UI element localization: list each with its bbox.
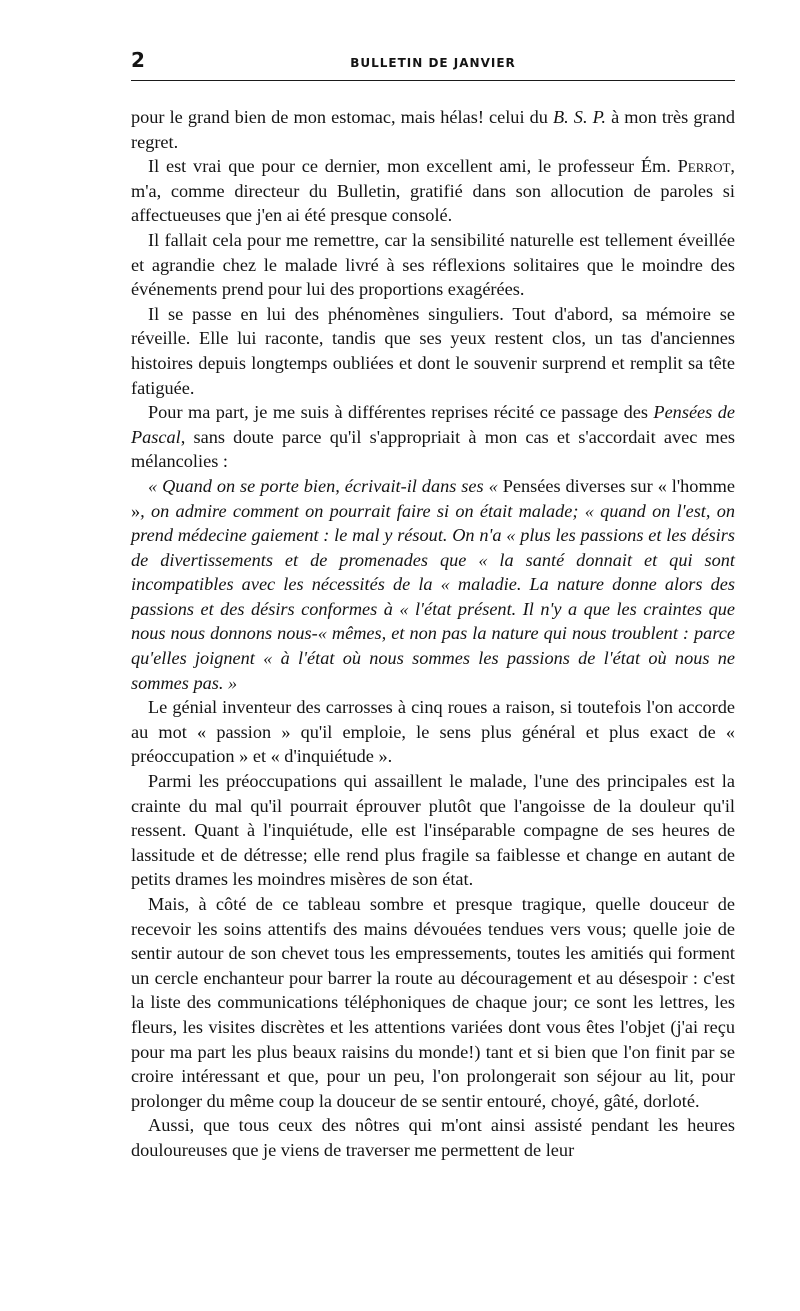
quotation-rest: , on admire comment on pourrait faire si on était malade; « quand on l'est, on prend médecine gaiement : le mal y résout. On n'a « plus les passions et les désirs de divertissements et de promenades que « la santé donnait et qui sont incompatibles avec les nécessités de la « maladie. La nature donne alors des passions et des désirs conformes à « l'état présent. Il n'y a que les craintes que nous nous donnons nous-« mêmes, et non pas la nature qui nous troublent : parce qu'elles joignent « à l'état où nous sommes les passions de l'état où nous ne sommes pas. » — [131, 500, 735, 693]
pensees-title: Pensées de Pascal — [131, 402, 735, 447]
page-number: 2 — [131, 48, 145, 72]
quotation-roman-part: Pensées diverses sur « l'homme » — [131, 475, 735, 521]
page-body — [131, 105, 735, 1163]
paragraph-2 — [131, 154, 735, 228]
paragraph-1 — [131, 105, 735, 154]
paragraph-6: Le génial inventeur des carrosses à cinq roues a raison, si toutefois l'on accorde au mot « passion » qu'il emploie, le sens plus général et plus exact de « préoccupation » et « d'inquiétude ». — [131, 697, 735, 767]
document-page — [131, 46, 735, 1163]
bsp-abbreviation: B. S. P. — [552, 107, 606, 127]
paragraph-3: Il fallait cela pour me remettre, car la sensibilité naturelle est tellement éveillée et agrandie chez le malade livré à ses réflexions solitaires que le moindre des événements prend pour lui des proportions exagérées. — [131, 229, 735, 300]
pascal-quotation — [131, 474, 735, 695]
paragraph-7: Parmi les préoccupations qui assaillent le malade, l'une des principales est la crainte du mal qu'il pourrait éprouver plutôt que l'angoisse de la douleur qu'il ressent. Quant à l'inquiétude, elle est l'inséparable compagne de ses heures de lassitude et de détresse; elle rend plus fragile sa faiblesse et change en autant de petits drames les moindres misères de son état. — [131, 771, 735, 890]
paragraph-1-end: à mon très grand regret. — [131, 107, 735, 152]
paragraph-5-end: , sans doute parce qu'il s'appropriait à mon cas et s'accordait avec mes mélancolies : — [131, 426, 735, 472]
paragraph-9: Aussi, que tous ceux des nôtres qui m'ont ainsi assisté pendant les heures douloureuses que je viens de traverser me permettent de leur — [131, 1115, 735, 1160]
paragraph-5-start: Pour ma part, je me suis à différentes reprises récité ce passage des — [148, 402, 654, 423]
perrot-name: Perrot — [677, 156, 731, 177]
paragraph-2-start: Il est vrai que pour ce dernier, mon excellent ami, le professeur Ém. — [148, 156, 678, 177]
paragraph-2-end: , m'a, comme directeur du Bulletin, gratifié dans son allocution de paroles si affectueuses que j'en ai été presque consolé. — [131, 156, 735, 226]
running-title: BULLETIN DE JANVIER — [350, 56, 516, 70]
paragraph-5 — [131, 400, 735, 474]
paragraph-1-text: pour le grand bien de mon estomac, mais hélas! celui du — [131, 107, 553, 127]
quotation-start: « Quand on se porte bien, écrivait-il dans ses « — [148, 475, 503, 496]
page-header — [131, 46, 735, 81]
paragraph-4: Il se passe en lui des phénomènes singuliers. Tout d'abord, sa mémoire se réveille. Elle lui raconte, tandis que ses yeux restent clos, un tas d'anciennes histoires depuis longtemps oubliées et dont le souvenir surprend et remplit sa tête fatiguée. — [131, 303, 735, 398]
paragraph-8: Mais, à côté de ce tableau sombre et presque tragique, quelle douceur de recevoir les soins attentifs des mains dévouées tendues vers vous; quelle joie de sentir autour de son chevet tous les empressements, toutes les amitiés qui forment un cercle enchanteur pour barrer la route au découragement et au désespoir : c'est la liste des communications téléphoniques de chaque jour; ce sont les lettres, les fleurs, les visites discrètes et les attentions variées dont vous êtes l'objet (j'ai reçu pour ma part les plus beaux raisins du monde!) tant et si bien que l'on finit par se croire intéressant et que, pour un peu, l'on prolongerait son séjour au lit, pour prolonger du même coup la douceur de se sentir entouré, choyé, gâté, dorloté. — [131, 894, 735, 1111]
